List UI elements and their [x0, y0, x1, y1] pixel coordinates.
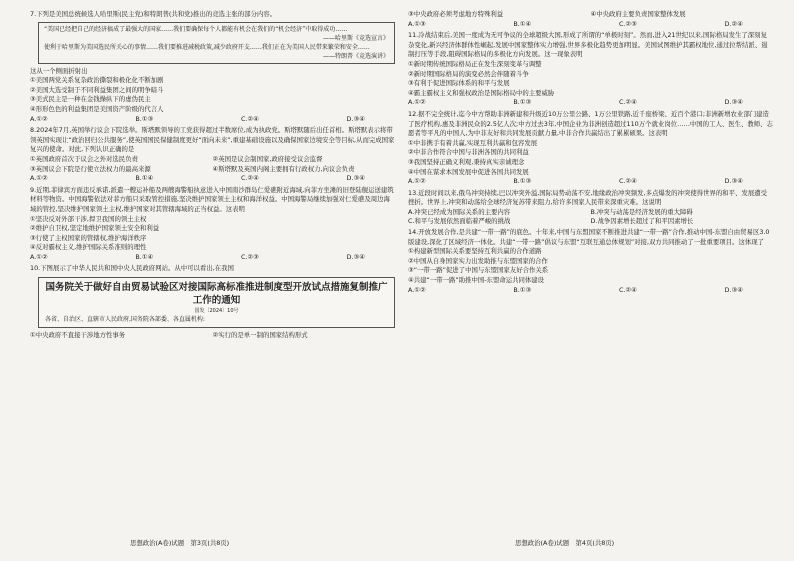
choice-d: D.③④: [724, 98, 743, 107]
choice-c: C.②④: [240, 114, 259, 123]
option-item: ③行使了主权国家的管辖权,维护海洋秩序: [30, 233, 147, 242]
answer-choices: [30, 174, 395, 184]
choice-d: D.③④: [724, 285, 743, 294]
option-item: ③英国议会下院是行使立法权力的最高来源: [30, 164, 151, 173]
question-stem: 14.开放发展合作,是共建“一带一路”的底色。十年来,中国与东盟国家不断推进共建“一带一路”合作,推动中国-东盟自由贸易区3.0版建设,深化了区域经济一体化。共建“一带一路”倡议与东盟“互联互通总体规划”对接,双方共同推动了一批重要项目。这体现了: [408, 228, 770, 246]
option-row: [408, 10, 773, 20]
answer-choices: [408, 98, 773, 108]
choice-d: D.②④: [724, 19, 743, 28]
choice-d: D.③④: [346, 252, 365, 261]
option-item: ③有利于促进国际体系的和平与发展: [408, 79, 510, 88]
quote-text: 使利于哈里斯为美国选民所关心的事情……我们要推进减税政策,减少政府开支……我们正在为美国人民带来繁荣和安全……: [44, 43, 370, 51]
quote-source: ——特朗普《竞选演讲》: [322, 52, 389, 60]
choice-c: C.②③: [618, 19, 637, 28]
notice-title: 国务院关于做好自由贸易试验区对接国际高标准推进制度型开放试点措施复制推广工作的通知: [45, 282, 388, 307]
question-stem: 8.2024年7月,英国举行议会下院选举。斯塔默领导的工党获得超过半数席位,成为执政党。斯塔默随后出任首相。斯塔默表示将带领英国实现让“政治回归公共服务”,使英国国民保健制度更好“面向未来”,重建基础设施以及确保国家边境安全等目标,从而完成国家复兴的使命。对此,下列认识正确的是: [30, 126, 395, 154]
choice-a: A.①②: [30, 114, 48, 123]
answer-choices: [408, 177, 773, 187]
option-item: ②维护自卫权,坚定地维护国家领土安全和利益: [30, 224, 160, 233]
quote-box: [38, 22, 395, 64]
option-item: ④斯塔默及英国内阁主要拥有行政权力,向议会负责: [212, 164, 355, 173]
option-row: [30, 155, 395, 165]
option-item: ②中非合作符合中国与非洲各国的共同利益: [408, 148, 529, 157]
option-item: ④霸主霸权主义和强权政治是国际格局中的主要威胁: [408, 88, 555, 97]
question-8: [30, 126, 395, 184]
answer-choices: [408, 286, 773, 296]
option-item: ②中国从自身国家实力出发助推与东盟国家的合作: [408, 256, 548, 265]
question-9: [30, 186, 395, 263]
question-13: [408, 189, 773, 227]
option-item: C.和平与发展依然面临着严峻的挑战: [408, 217, 511, 226]
option-item: ②英国是议会制国家,政府接受议会监督: [212, 154, 323, 163]
choice-c: C.②④: [618, 285, 637, 294]
choice-d: D.③④: [346, 174, 365, 183]
question-stem: 12.据不完全统计,迄今中方帮助非洲新建和升级近10万公里公路、1万公里铁路,近千座桥梁、近百个港口;非洲新增农业部门建造了医疗机构,惠及非洲民众的2.5亿人次;中方过去3年,中国企业为非洲创造超过110万个就业岗位……中国的工人、医生、教师、志愿者等平凡的中国人,为中非友好和共同发展贡献力量,中非合作共赢结出了累累硕果。这表明: [408, 109, 773, 138]
option-item: ④形形色色的利益集团是美国资产阶级的代言人: [30, 104, 164, 113]
option-row: [30, 331, 395, 341]
question-stem: 10.下图展示了中华人民共和国中央人民政府网站。从中可以看出,在我国: [30, 264, 234, 273]
choice-a: A.①②: [408, 98, 426, 107]
question-stem: 7.下列是美国总统候选人哈里斯(民主党)和特朗普(共和党)推出的竞选主张的部分内容。: [30, 10, 277, 18]
choice-d: D.③④: [724, 177, 743, 186]
question-7: [30, 10, 395, 124]
choice-a: A.①③: [408, 19, 426, 28]
question-stem: 13.近段时间以来,俄乌冲突持续,巴以冲突外溢,国际局势动荡不安,地缘政治冲突频发,多点爆发的冲突使得世界的和平、发展遭受挫折。世界上,冲突和动荡给全球经济复苏带来阻力,给许多国家人民带来深重灾难。这说明: [408, 188, 768, 207]
answer-choices: [30, 115, 395, 125]
option-item: ②新时期国际格局的演变必然会伴随着斗争: [408, 69, 529, 78]
choice-b: B.①③: [513, 285, 532, 294]
quote-text: “美国已经把自己的经济搞成了最强大的国家……我们要确保每个人都能有机会在我们的“机会经济”中取得成功……: [44, 25, 348, 33]
choice-c: C.②④: [240, 174, 259, 183]
option-item: A.冲突已经成为国际关系的主要内容: [408, 207, 511, 216]
option-item: ①坚决反对外部干涉,捍卫我国的领土主权: [30, 214, 147, 223]
question-lead: 这从一个侧面折射出: [30, 66, 88, 75]
option-item: ①美国两党关系复杂政治撕裂和极化化不断加剧: [30, 76, 164, 85]
option-item: ④中央政府主要负责国家整体发展: [590, 10, 686, 18]
option-item: ②美国大选受制于不同利益集团之间的明争暗斗: [30, 85, 164, 94]
question-stem: 9.近期,菲律宾方面违反承诺,派遣一艘运补船及两艘海警船执意进入中国南沙群岛仁爱礁附近海域,向菲方坐滩的旧登陆舰运送建筑材料等物资。中国海警依法对菲方船只采取管控措施,坚决维护国家领土主权和海洋权益。中国海警局继续加强对仁爱礁及周边海域的管控,坚决维护国家领土主权,维护国家对其管辖海域的正当权益。这表明: [30, 185, 394, 213]
option-item: ④反对霸权主义,维护国际关系准则的理性: [30, 243, 147, 252]
question-stem: 11.冷战结束后,美国一度成为无可争议的全球超级大国,形成了所谓的“单极时刻”。然而,进入21世纪以来,国际格局发生了深刻复杂变化,新兴经济体群体性崛起,发展中国家整体实力增强,世界多极化趋势更加明显。美国试图维护其霸权地位,通过拉帮结派、遏制打压等手段,阻碍国际格局的多极化方向发展。这一现象表明: [408, 31, 768, 59]
option-item: ①中央政府不直接干涉地方性事务: [30, 331, 126, 340]
option-item: ③“一带一路”促进了中国与东盟国家友好合作关系: [408, 266, 549, 275]
answer-choices: [408, 20, 773, 30]
quote-source: ——哈里斯《竞选宣言》: [322, 34, 389, 42]
right-page-column: [408, 10, 773, 297]
option-item: ④共建“一带一路”助推中国-东盟命运共同体建设: [408, 276, 545, 285]
option-item: D.战争因素增长超过了和平因素增长: [590, 217, 694, 226]
choice-a: A.①②: [408, 177, 426, 186]
option-item: ②实行的是单一制的国家结构形式: [212, 331, 308, 340]
government-notice-box: [38, 277, 395, 328]
option-item: ①英国政府首次于议会之外对选民负责: [30, 154, 138, 163]
option-row: [30, 165, 395, 175]
choice-b: B.①④: [513, 19, 532, 28]
choice-b: B.①④: [135, 174, 154, 183]
question-10: [30, 264, 395, 340]
page-footer-left: 思想政治(A卷)试题 第3页(共8页): [130, 539, 230, 547]
option-item: ①中非携手有着共赢,实现互利共赢和包容发展: [408, 138, 538, 147]
choice-b: B.①④: [135, 252, 154, 261]
choice-c: C.②③: [240, 252, 259, 261]
question-10-continued: [408, 10, 773, 29]
notice-number: 国发〔2024〕10号: [194, 308, 239, 315]
choice-a: A.①②: [408, 285, 426, 294]
option-item: ③中央政府必须考虑地方特殊利益: [408, 10, 504, 18]
choice-c: C.②④: [618, 98, 637, 107]
option-item: B.冲突与动荡是经济发展的重大障碍: [590, 207, 693, 216]
option-item: ①新时期传统国际格局正在发生深刻变革与调整: [408, 59, 542, 68]
question-14: [408, 228, 773, 295]
answer-choices: [30, 253, 395, 263]
choice-b: B.①③: [135, 114, 154, 123]
choice-c: C.②④: [618, 177, 637, 186]
option-row: [408, 217, 773, 227]
choice-b: B.①③: [513, 98, 532, 107]
choice-a: A.①②: [30, 174, 48, 183]
option-item: ①构建新型国际关系要坚持互利共赢的合作道路: [408, 247, 542, 256]
option-item: ③美式民主是一种在金钱操纵下的虚伪民主: [30, 95, 151, 104]
choice-a: A.①②: [30, 252, 48, 261]
choice-d: D.③④: [346, 114, 365, 123]
notice-addressee: 各省、自治区、直辖市人民政府,国务院各部委、各直属机构:: [45, 316, 205, 324]
option-item: ④中国在谋求本国发展中促进各国共同发展: [408, 167, 529, 176]
choice-b: B.①③: [513, 177, 532, 186]
page-footer-right: 思想政治(A卷)试题 第4页(共8页): [515, 539, 615, 547]
question-12: [408, 110, 773, 187]
option-item: ③我国坚持正确义利观,秉持真实亲诚理念: [408, 157, 525, 166]
left-page-column: [30, 10, 395, 342]
question-11: [408, 31, 773, 108]
